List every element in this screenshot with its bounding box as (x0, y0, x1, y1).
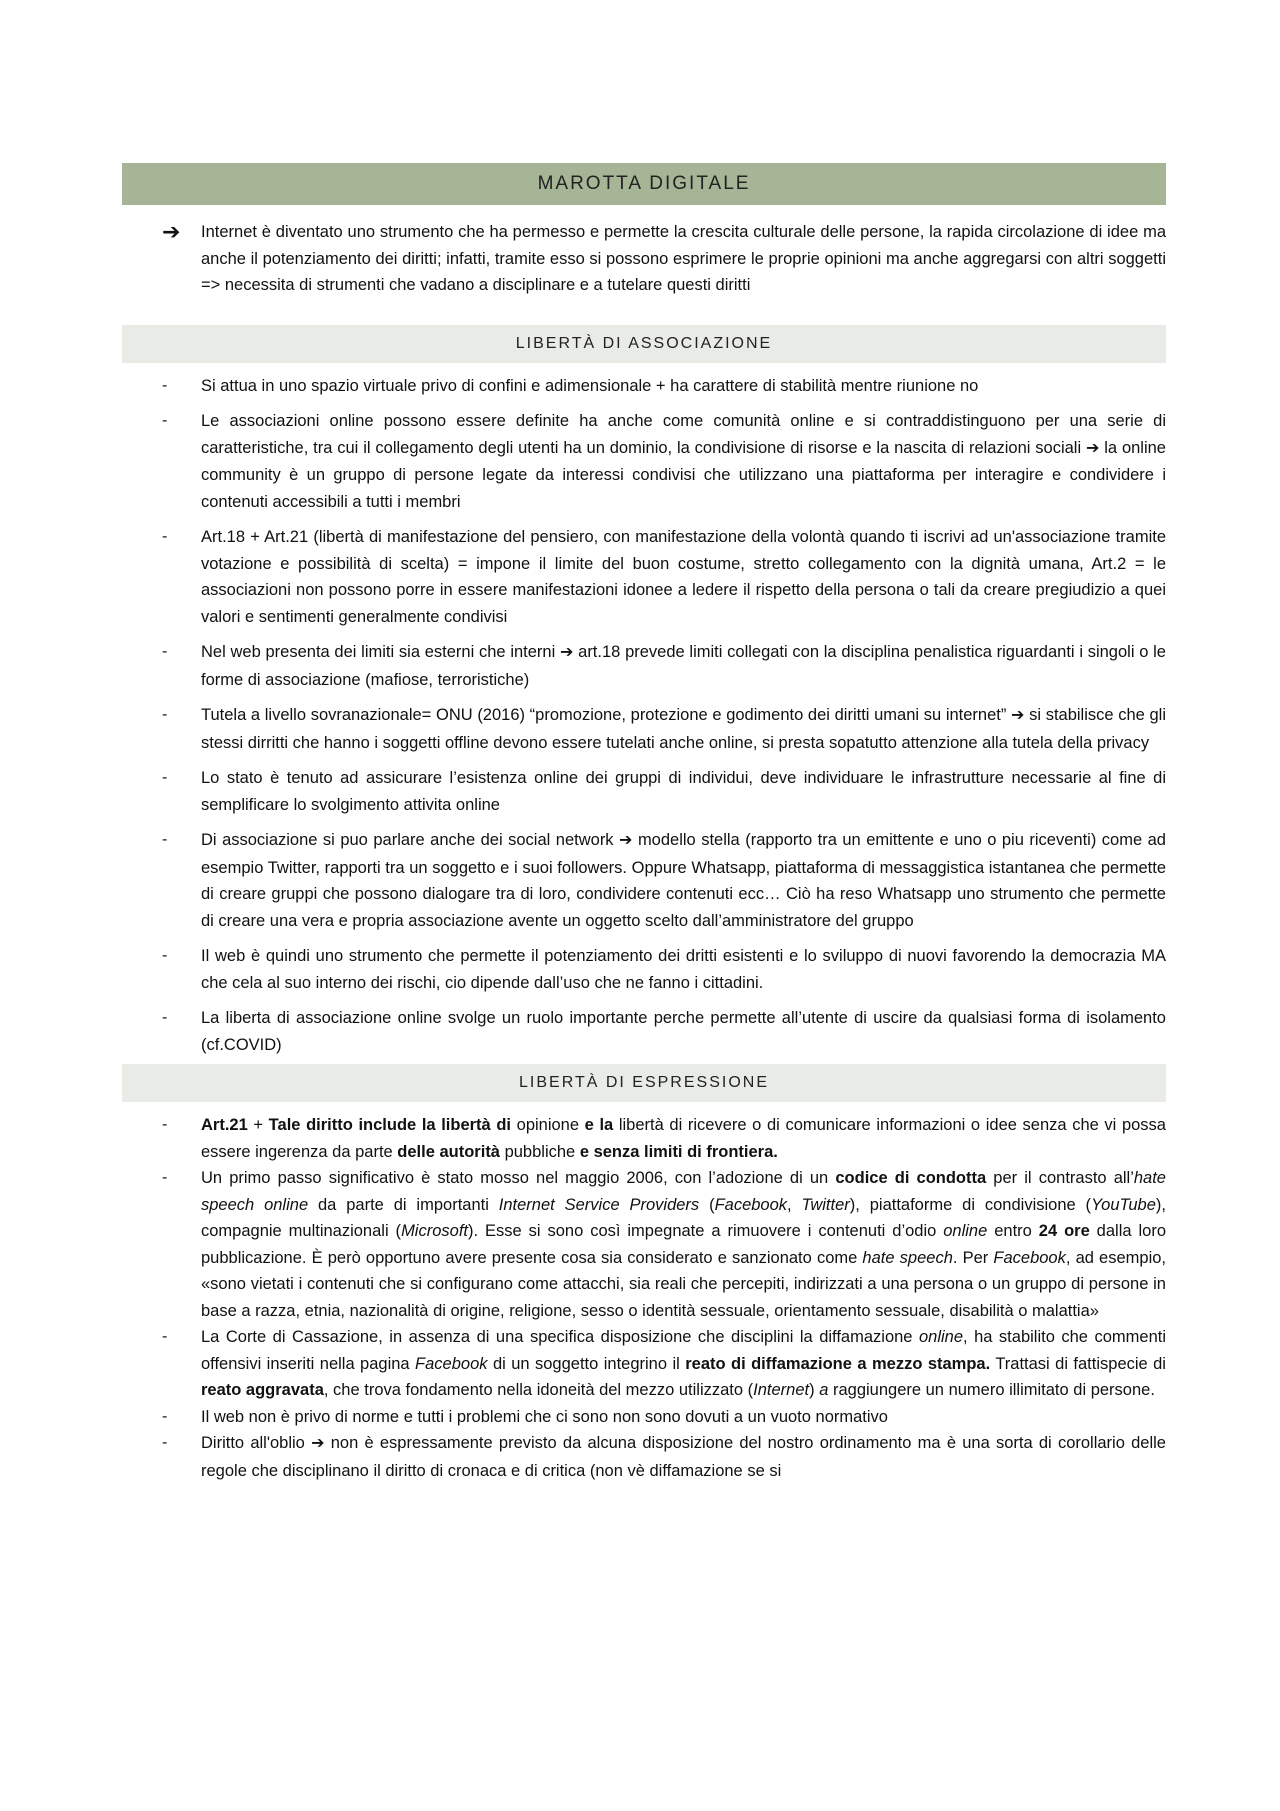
text-run: , ad esempio, «sono vietati i contenuti che si configurano come attacchi, sia reali che percepiti, indirizzati a una persona o un gruppo di persone in base a razza, etnia, nazionalità di origine, religione, sesso o identità sessuale, orientamento sessuale, disabilità o malattia» (201, 1248, 1166, 1320)
text-run: dalla loro pubblicazione. È però opportuno avere presente cosa sia considerato e sanzionato come (201, 1222, 1166, 1267)
arrow-right-icon: ➔ (619, 832, 633, 849)
text-run: Art.21 (201, 1116, 248, 1134)
dash-bullet: - (162, 412, 168, 429)
dash-bullet: - (162, 1116, 168, 1133)
list-item-text: Di associazione si puo parlare anche dei social network (201, 831, 614, 849)
document-title-banner (122, 163, 1166, 205)
list-item-text: art.18 prevede limiti collegati con la disciplina penalistica riguardanti i singoli o le forme di associazione (mafiose, terroristiche) (201, 643, 1166, 689)
list-item-text: Si attua in uno spazio virtuale privo di confini e adimensionale + ha carattere di stabilità mentre riunione no (201, 376, 979, 395)
text-run: reato di diffamazione a mezzo stampa. (685, 1354, 991, 1373)
text-run: La Corte di Cassazione, in assenza di una specifica disposizione che disciplini la diffamazione (201, 1328, 919, 1346)
list-item (122, 1112, 1166, 1165)
list-item-text: La liberta di associazione online svolge un ruolo importante perche permette all’utente di uscire da qualsiasi forma di isolamento (cf.COVID) (201, 1009, 1166, 1054)
list-item (122, 639, 1166, 693)
list-item (122, 524, 1166, 630)
text-run: Internet Service Providers (498, 1195, 700, 1214)
espressione-list (122, 1112, 1166, 1484)
list-item-text: Lo stato è tenuto ad assicurare l’esistenza online dei gruppi di individui, deve individuare le infrastrutture necessarie al fine di semplificare lo svolgimento attivita online (201, 769, 1166, 814)
text-run: e la (584, 1116, 614, 1134)
text-run: Internet (753, 1381, 810, 1399)
dash-bullet: - (162, 1434, 168, 1451)
text-run: pubbliche (500, 1142, 580, 1161)
text-run: , (787, 1195, 802, 1214)
text-run: Tale diritto include la libertà di (268, 1116, 512, 1134)
list-item (122, 1404, 1166, 1431)
text-run: Facebook (415, 1354, 488, 1373)
section-heading-text: LIBERTÀ DI ESPRESSIONE (519, 1074, 769, 1091)
text-run: opinione (511, 1116, 585, 1134)
list-item (122, 1430, 1166, 1484)
list-item-text: modello stella (rapporto tra un emittente e uno o piu riceventi) come ad esempio Twitter, rapporti tra un soggetto e i suoi followers. Oppure Whatsapp, piattaforma di messaggistica istantanea che permette di creare gruppi che possono dialogare tra di loro, condividere contenuti ecc… Ciò ha reso Whatsapp uno strumento che permette di creare una vera e propria associazione avente un oggetto scelto dall’amministratore del gruppo (201, 831, 1166, 930)
list-item-text: Il web è quindi uno strumento che permette il potenziamento dei dritti esistenti e lo sviluppo di nuovi favorendo la democrazia MA che cela al suo interno dei rischi, cio dipende dall’uso che ne fanno i cittadini. (201, 947, 1166, 992)
list-item-text: Tutela a livello sovranazionale= ONU (2016) “promozione, protezione e godimento dei diritti umani su internet” (201, 706, 1007, 724)
text-run: online (943, 1222, 988, 1240)
dash-bullet: - (162, 1328, 168, 1345)
arrow-bullet-icon: ➔ (162, 219, 181, 244)
section-heading-espressione (122, 1064, 1166, 1102)
text-run: Facebook (714, 1195, 788, 1214)
list-item-text: la online community è un gruppo di persone legate da interessi condivisi che utilizzano una piattaforma per interagire e condividere i contenuti accessibili a tutti i membri (201, 438, 1166, 511)
dash-bullet: - (162, 831, 168, 848)
text-run: ) (809, 1381, 820, 1399)
list-item (122, 1005, 1166, 1058)
text-run: e senza limiti di frontiera. (579, 1142, 778, 1161)
arrow-right-icon: ➔ (1011, 707, 1025, 724)
intro-paragraph (122, 219, 1166, 299)
intro-text: Internet è diventato uno strumento che ha permesso e permette la crescita culturale delle persone, la rapida circolazione di idee ma anche il potenziamento dei diritti; infatti, tramite esso si possono esprimere le proprie opinioni ma anche aggregarsi con altri soggetti => necessita di strumenti che vadano a disciplinare e a tutelare questi diritti (201, 223, 1166, 294)
dash-bullet: - (162, 528, 168, 545)
text-run: . Per (952, 1248, 994, 1267)
arrow-right-icon: ➔ (560, 644, 574, 661)
arrow-right-icon: ➔ (311, 1435, 325, 1452)
text-run: entro (987, 1222, 1039, 1240)
text-run: ), compagnie multinazionali ( (201, 1195, 1166, 1240)
text-run: per il contrasto all’ (986, 1169, 1134, 1187)
section-heading-associazione (122, 325, 1166, 363)
dash-bullet: - (162, 1407, 168, 1425)
text-run: , ha stabilito che commenti offensivi inseriti nella pagina (201, 1328, 1166, 1373)
text-run: raggiungere un numero illimitato di persone. (828, 1381, 1155, 1399)
list-item (122, 408, 1166, 515)
list-item (122, 943, 1166, 996)
dash-bullet: - (162, 1009, 168, 1026)
dash-bullet: - (162, 1169, 168, 1186)
text-run: , che trova fondamento nella idoneità del mezzo utilizzato ( (323, 1381, 754, 1399)
text-run: hate speech (862, 1248, 953, 1267)
text-run: online (918, 1328, 964, 1346)
text-run: codice di condotta (835, 1169, 987, 1187)
text-run: da parte di importanti (308, 1195, 499, 1214)
text-run: Trattasi di fattispecie di (990, 1354, 1166, 1373)
text-run: Facebook (993, 1248, 1066, 1267)
text-run: ), piattaforme di condivisione ( (849, 1195, 1092, 1214)
list-item-text: Le associazioni online possono essere definite ha anche come comunità online e si contraddistinguono per una serie di caratteristiche, tra cui il collegamento degli utenti ha un dominio, la condivisione di risorse e la nascita di relazioni sociali (201, 412, 1166, 457)
list-item (122, 827, 1166, 934)
text-run: a (819, 1381, 829, 1399)
text-run: di un soggetto integrino il (487, 1354, 686, 1373)
text-run: hate speech online (201, 1169, 1166, 1214)
text-run: ( (699, 1195, 715, 1214)
list-item (122, 373, 1166, 400)
text-run: Un primo passo significativo è stato mosso nel maggio 2006, con l’adozione di un (201, 1169, 836, 1187)
text-run: reato aggravata (201, 1381, 324, 1399)
associazione-list (122, 373, 1166, 1059)
dash-bullet: - (162, 376, 168, 394)
list-item-text: si stabilisce che gli stessi dirritti che hanno i soggetti offline devono essere tutelati anche online, si presta sopatutto attenzione alla tutela della privacy (201, 706, 1166, 752)
dash-bullet: - (162, 947, 168, 964)
text-run: delle autorità (397, 1142, 500, 1161)
arrow-right-icon: ➔ (1085, 439, 1100, 457)
list-item-text: Art.18 + Art.21 (libertà di manifestazione del pensiero, con manifestazione della volontà quando ti iscrivi ad un'associazione tramite votazione e possibilità di scelta) = impone il limite del buon costume, stretto collegamento con la dignità umana, Art.2 = le associazioni non possono porre in essere manifestazioni idonee a ledere il rispetto della persona o tali da creare pregiudizio a quei valori e sentimenti generalmente condivisi (201, 528, 1166, 626)
list-item (122, 1165, 1166, 1324)
list-item-text: Il web non è privo di norme e tutti i problemi che ci sono non sono dovuti a un vuoto normativo (201, 1407, 888, 1426)
document-title: MAROTTA DIGITALE (537, 173, 751, 194)
text-run: libertà di ricevere o di comunicare informazioni o idee senza che vi possa essere ingerenza da parte (201, 1116, 1166, 1161)
dash-bullet: - (162, 706, 168, 723)
dash-bullet: - (162, 769, 168, 786)
list-item-text: Nel web presenta dei limiti sia esterni che interni (201, 643, 556, 661)
dash-bullet: - (162, 643, 168, 660)
text-run: ). Esse si sono così impegnate a rimuovere i contenuti d’odio (468, 1222, 944, 1240)
document-page (122, 163, 1166, 1484)
text-run: + (247, 1116, 269, 1134)
text-run: YouTube (1091, 1195, 1156, 1214)
text-run: Diritto all'oblio (201, 1434, 305, 1452)
text-run: Microsoft (401, 1222, 468, 1240)
text-run: non è espressamente previsto da alcuna disposizione del nostro ordinamento ma è una sorta di corollario delle regole che disciplinano il diritto di cronaca e di critica (non vè diffamazione se si (201, 1434, 1166, 1480)
list-item (122, 1324, 1166, 1404)
text-run: 24 ore (1038, 1222, 1090, 1240)
section-heading-text: LIBERTÀ DI ASSOCIAZIONE (515, 334, 773, 352)
list-item (122, 765, 1166, 818)
text-run: Twitter (801, 1195, 850, 1214)
list-item (122, 702, 1166, 756)
